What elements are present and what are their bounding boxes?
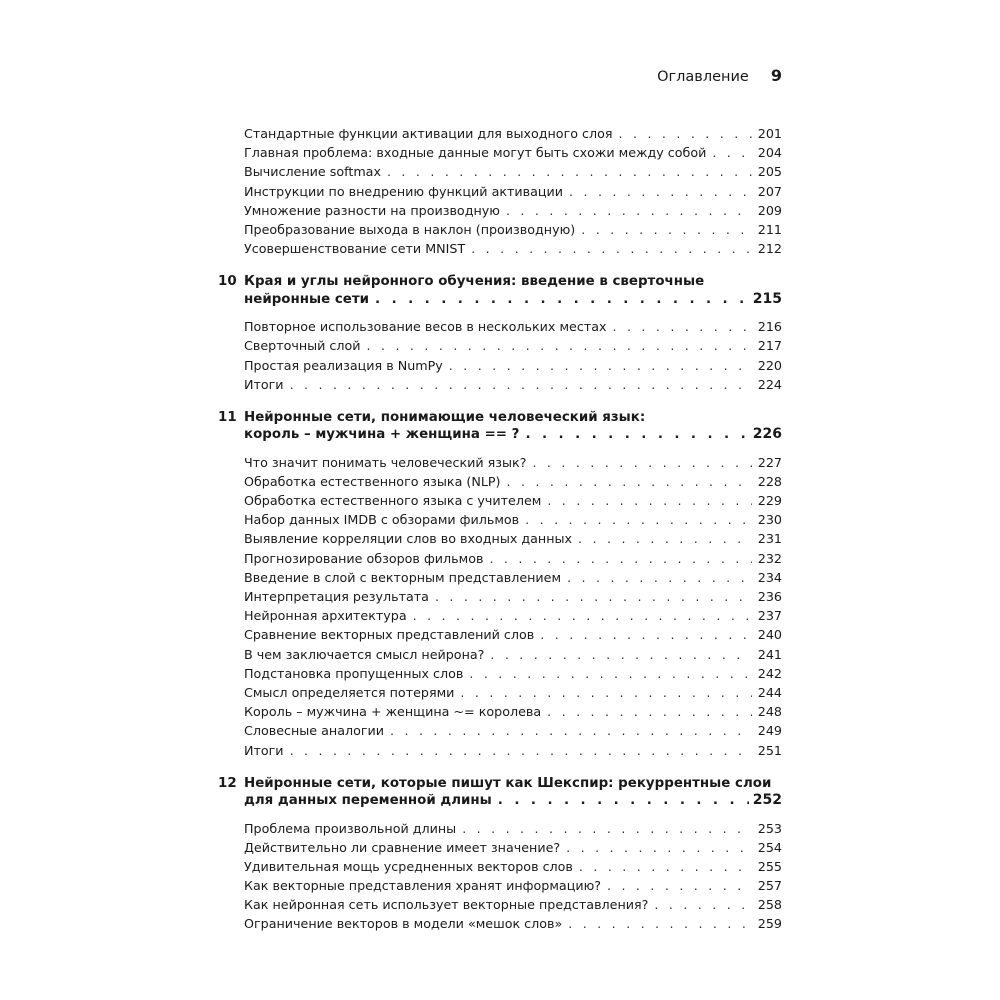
page-number: 9 — [770, 66, 782, 85]
toc-entry[interactable] — [244, 741, 782, 760]
toc-entry-title: Итоги — [244, 742, 284, 758]
toc-entry-title: Удивительная мощь усредненных векторов слов — [244, 858, 573, 874]
chapter-title-line-2: король – мужчина + женщина == ? — [244, 427, 520, 443]
toc-entry-page: 257 — [757, 878, 782, 894]
toc-entry-title: Повторное использование весов в нескольких местах — [244, 319, 607, 335]
toc-entry-page: 228 — [757, 473, 782, 489]
chapter-title-line-2: нейронные сети — [244, 291, 370, 307]
dot-leader — [507, 472, 752, 491]
dot-leader — [607, 876, 752, 895]
toc-entry[interactable] — [244, 143, 782, 162]
toc-entry-title: Король – мужчина + женщина ~= королева — [244, 704, 542, 720]
spacer — [0, 444, 1000, 453]
chapter-title-line-1: Края и углы нейронного обучения: введение в сверточные — [244, 274, 705, 290]
dot-leader — [540, 625, 752, 644]
chapter-title-line-1: Нейронные сети, которые пишут как Шекспир: рекуррентные слои — [244, 775, 772, 791]
dot-leader — [547, 702, 752, 721]
dot-leader — [390, 721, 752, 740]
toc-entry-page: 212 — [757, 241, 782, 257]
dot-leader — [387, 162, 752, 181]
toc-entry[interactable] — [244, 491, 782, 510]
table-of-contents — [0, 124, 1000, 934]
toc-entry-page: 211 — [757, 221, 782, 237]
toc-entry-title: Главная проблема: входные данные могут быть схожи между собой — [244, 145, 707, 161]
toc-entry-page: 209 — [757, 202, 782, 218]
dot-leader — [489, 549, 751, 568]
toc-entry[interactable] — [244, 375, 782, 394]
chapter-title-line-2: для данных переменной длины — [244, 793, 492, 809]
toc-entry[interactable] — [244, 317, 782, 336]
toc-entry-title: Ограничение векторов в модели «мешок слов» — [244, 916, 563, 932]
toc-entry-title: Как нейронная сеть использует векторные представления? — [244, 897, 649, 913]
toc-chapter-10[interactable] — [218, 273, 782, 308]
toc-entry[interactable] — [244, 721, 782, 740]
toc-entry[interactable] — [244, 182, 782, 201]
toc-entry-title: Что значит понимать человеческий язык? — [244, 454, 527, 470]
toc-entry[interactable] — [244, 857, 782, 876]
toc-entry-title: Сравнение векторных представлений слов — [244, 627, 535, 643]
toc-entry[interactable] — [244, 587, 782, 606]
toc-entry-title: Нейронная архитектура — [244, 608, 407, 624]
toc-entry-page: 259 — [757, 916, 782, 932]
toc-entry-title: Проблема произвольной длины — [244, 820, 457, 836]
toc-entry[interactable] — [244, 239, 782, 258]
toc-entry[interactable] — [244, 914, 782, 933]
toc-entry-page: 241 — [757, 646, 782, 662]
dot-leader — [712, 143, 751, 162]
dot-leader — [375, 291, 749, 308]
toc-entry-page: 207 — [757, 183, 782, 199]
dot-leader — [471, 239, 752, 258]
dot-leader — [568, 914, 752, 933]
toc-entry-title: Прогнозирование обзоров фильмов — [244, 550, 484, 566]
toc-chapter-12[interactable] — [218, 775, 782, 810]
toc-entry-title: Действительно ли сравнение имеет значение? — [244, 839, 561, 855]
toc-entry[interactable] — [244, 201, 782, 220]
toc-entry-page: 253 — [757, 820, 782, 836]
toc-entry-page: 230 — [757, 512, 782, 528]
toc-entry-title: Преобразование выхода в наклон (производную) — [244, 221, 576, 237]
toc-entry-title: Смысл определяется потерями — [244, 684, 455, 700]
dot-leader — [525, 510, 752, 529]
toc-entry[interactable] — [244, 664, 782, 683]
chapter-page: 226 — [752, 426, 782, 443]
toc-entry-page: 255 — [757, 858, 782, 874]
toc-entry-page: 234 — [757, 569, 782, 585]
dot-leader — [460, 683, 751, 702]
dot-leader — [290, 741, 752, 760]
spacer — [0, 394, 1000, 409]
dot-leader — [367, 336, 752, 355]
toc-entry-title: В чем заключается смысл нейрона? — [244, 646, 485, 662]
toc-entry-page: 229 — [757, 493, 782, 509]
toc-entry-title: Интерпретация результата — [244, 589, 429, 604]
toc-entry-title: Вычисление softmax — [244, 164, 381, 180]
toc-entry[interactable] — [244, 356, 782, 375]
toc-entry-page: 201 — [757, 126, 782, 141]
dot-leader — [567, 568, 752, 587]
dot-leader — [532, 453, 751, 472]
toc-entry[interactable] — [244, 819, 782, 838]
toc-entry[interactable] — [244, 220, 782, 239]
spacer — [0, 258, 1000, 273]
toc-entry[interactable] — [244, 683, 782, 702]
toc-entry[interactable] — [244, 453, 782, 472]
running-header-title: Оглавление — [657, 69, 749, 85]
toc-entry[interactable] — [244, 838, 782, 857]
dot-leader — [449, 356, 752, 375]
toc-entry[interactable] — [244, 336, 782, 355]
toc-entry-title: Обработка естественного языка с учителем — [244, 493, 542, 509]
toc-entry-page: 244 — [757, 684, 782, 700]
chapter-title-line-2-row — [244, 792, 782, 809]
toc-entry-page: 227 — [757, 454, 782, 470]
toc-entry-page: 232 — [757, 550, 782, 566]
toc-entry-title: Умножение разности на производную — [244, 202, 500, 218]
chapter-title-line-1: Нейронные сети, понимающие человеческий язык: — [244, 409, 646, 425]
toc-entry-title: Итоги — [244, 376, 284, 392]
dot-leader — [613, 317, 752, 336]
dot-leader — [654, 895, 751, 914]
toc-entry-title: Подстановка пропущенных слов — [244, 665, 464, 681]
toc-entry-title: Словесные аналогии — [244, 723, 385, 739]
dot-leader — [579, 857, 752, 876]
toc-entry-page: 204 — [757, 145, 782, 161]
chapter-number: 11 — [218, 409, 237, 425]
toc-entry-page: 231 — [757, 531, 782, 547]
spacer — [0, 760, 1000, 775]
toc-entry-page: 216 — [757, 319, 782, 335]
dot-leader — [566, 838, 752, 857]
toc-entry-title: Обработка естественного языка (NLP) — [244, 473, 501, 489]
toc-entry[interactable] — [244, 606, 782, 625]
toc-entry-title: Как векторные представления хранят информацию? — [244, 878, 601, 894]
spacer — [0, 308, 1000, 317]
dot-leader — [498, 792, 749, 809]
dot-leader — [290, 375, 752, 394]
toc-entry-title: Сверточный слой — [244, 338, 361, 354]
dot-leader — [547, 491, 751, 510]
toc-entry-title: Инструкции по внедрению функций активации — [244, 183, 564, 199]
dot-leader — [569, 182, 752, 201]
toc-entry-page: 240 — [757, 627, 782, 643]
chapter-number: 10 — [218, 274, 237, 290]
dot-leader — [435, 587, 752, 606]
toc-entry-page: 251 — [757, 742, 782, 758]
dot-leader — [578, 529, 752, 548]
toc-entry[interactable] — [244, 510, 782, 529]
running-header — [657, 66, 782, 85]
toc-entry-title: Усовершенствование сети MNIST — [244, 241, 466, 257]
dot-leader — [506, 201, 752, 220]
toc-entry[interactable] — [244, 625, 782, 644]
toc-entry[interactable] — [244, 124, 782, 143]
dot-leader — [490, 645, 751, 664]
toc-entry-page: 236 — [757, 589, 782, 604]
toc-entry-page: 249 — [757, 723, 782, 739]
toc-entry-title: Стандартные функции активации для выходного слоя — [244, 126, 613, 141]
toc-entry[interactable] — [244, 529, 782, 548]
toc-entry[interactable] — [244, 549, 782, 568]
dot-leader — [581, 220, 752, 239]
toc-entry-page: 220 — [757, 357, 782, 373]
toc-entry-page: 205 — [757, 164, 782, 180]
toc-entry-page: 224 — [757, 376, 782, 392]
toc-entry[interactable] — [244, 895, 782, 914]
toc-entry-page: 254 — [757, 839, 782, 855]
toc-entry-page: 258 — [757, 897, 782, 913]
chapter-page: 252 — [752, 792, 782, 809]
dot-leader — [619, 124, 752, 143]
chapter-title-line-2-row — [244, 426, 782, 443]
chapter-number: 12 — [218, 775, 237, 791]
dot-leader — [469, 664, 751, 683]
toc-entry-title: Выявление корреляции слов во входных данных — [244, 531, 573, 547]
toc-entry-title: Простая реализация в NumPy — [244, 357, 443, 373]
chapter-title-line-2-row — [244, 291, 782, 308]
toc-entry[interactable] — [244, 702, 782, 721]
toc-entry-page: 248 — [757, 704, 782, 720]
spacer — [0, 810, 1000, 819]
toc-entry[interactable] — [244, 162, 782, 181]
toc-entry-title: Набор данных IMDB с обзорами фильмов — [244, 512, 520, 528]
toc-entry[interactable] — [244, 472, 782, 491]
dot-leader — [413, 606, 752, 625]
toc-entry-page: 217 — [757, 338, 782, 354]
toc-entry-page: 242 — [757, 665, 782, 681]
toc-entry[interactable] — [244, 645, 782, 664]
dot-leader — [525, 426, 748, 443]
toc-entry[interactable] — [244, 876, 782, 895]
chapter-page: 215 — [752, 290, 782, 307]
toc-entry[interactable] — [244, 568, 782, 587]
toc-entry-page: 237 — [757, 608, 782, 624]
toc-entry-title: Введение в слой с векторным представлением — [244, 569, 562, 585]
dot-leader — [462, 819, 752, 838]
toc-chapter-11[interactable] — [218, 409, 782, 444]
